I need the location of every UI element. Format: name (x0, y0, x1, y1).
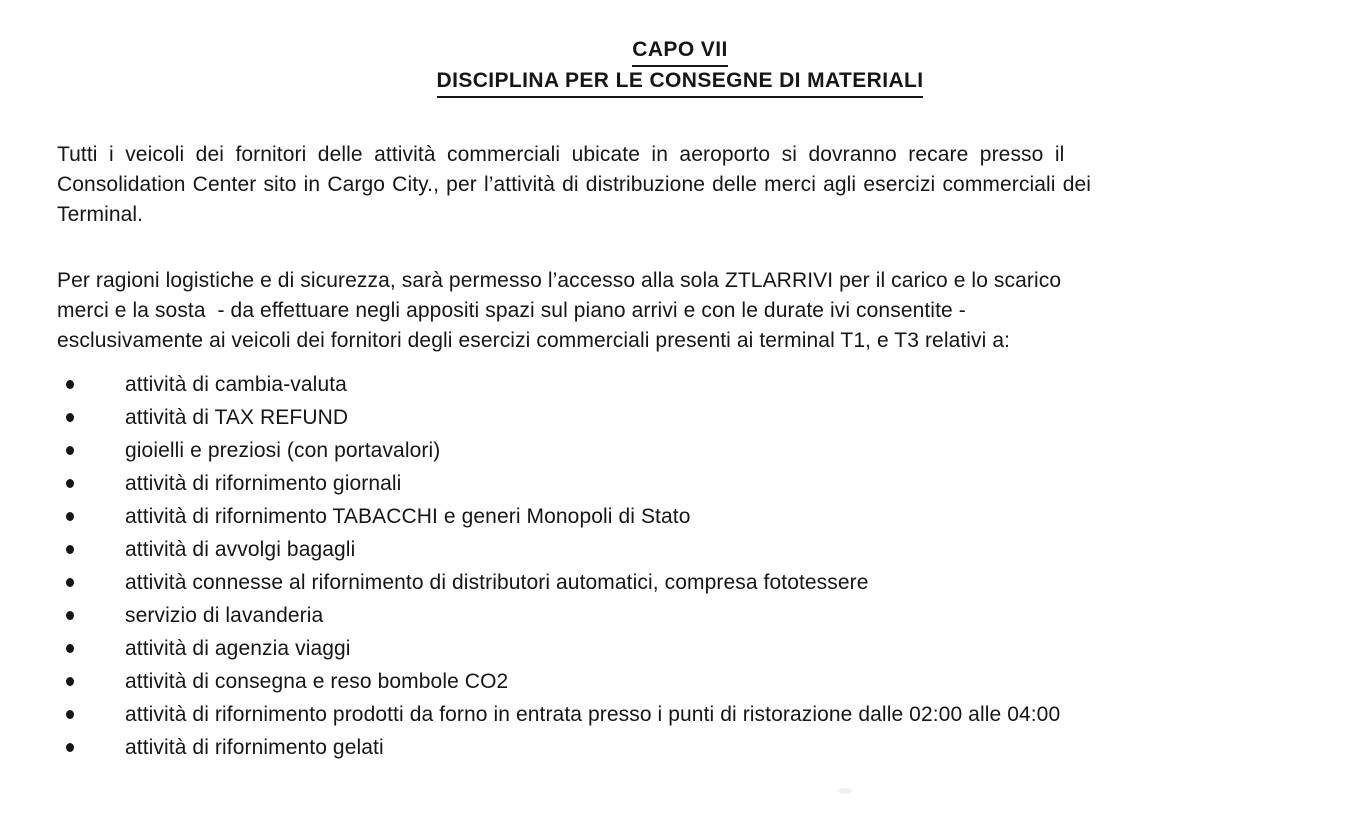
list-item-text: servizio di lavanderia (125, 604, 324, 627)
bullet-icon (66, 380, 74, 389)
section-title-line (0, 67, 1360, 98)
list-item-text: attività di rifornimento giornali (125, 472, 402, 495)
list-item-text: attività connesse al rifornimento di distributori automatici, compresa fototessere (125, 571, 869, 594)
list-item-text: attività di agenzia viaggi (125, 637, 351, 660)
list-item (57, 500, 1240, 533)
paragraph-ztl-access (57, 266, 1240, 356)
list-item-text: attività di rifornimento gelati (125, 736, 384, 759)
paragraph-line: esclusivamente ai veicoli dei fornitori degli esercizi commerciali presenti ai terminal T1, e T3 relativi a: (57, 329, 1011, 352)
list-item (57, 467, 1240, 500)
list-item (57, 698, 1240, 731)
chapter-title: CAPO VII (632, 36, 727, 67)
list-item (57, 632, 1240, 665)
paragraph-line: Terminal. (57, 203, 144, 226)
list-item-text: attività di avvolgi bagagli (125, 538, 356, 561)
list-item (57, 599, 1240, 632)
list-item (57, 533, 1240, 566)
list-item (57, 731, 1240, 764)
activities-list (57, 368, 1240, 764)
list-item (57, 401, 1240, 434)
list-item-text: gioielli e preziosi (con portavalori) (125, 439, 441, 462)
paragraph-line: Tutti i veicoli dei fornitori delle attività commerciali ubicate in aeroporto si dovranno recare presso il (57, 143, 1065, 166)
document-body (0, 140, 1240, 764)
document-header (0, 0, 1360, 98)
section-title: DISCIPLINA PER LE CONSEGNE DI MATERIALI (437, 67, 924, 98)
bullet-icon (66, 743, 74, 752)
list-item-text: attività di consegna e reso bombole CO2 (125, 670, 509, 693)
bullet-icon (66, 413, 74, 422)
scan-artifact (838, 788, 852, 794)
list-item (57, 368, 1240, 401)
bullet-icon (66, 578, 74, 587)
bullet-icon (66, 512, 74, 521)
paragraph-line: Consolidation Center sito in Cargo City., per l’attività di distribuzione delle merci agli esercizi commerciali dei (57, 173, 1092, 196)
list-item-text: attività di rifornimento TABACCHI e generi Monopoli di Stato (125, 505, 691, 528)
chapter-title-line (0, 36, 1360, 67)
bullet-icon (66, 479, 74, 488)
bullet-icon (66, 644, 74, 653)
list-item (57, 566, 1240, 599)
bullet-icon (66, 611, 74, 620)
list-item (57, 665, 1240, 698)
bullet-icon (66, 446, 74, 455)
paragraph-line: merci e la sosta - da effettuare negli appositi spazi sul piano arrivi e con le durate ivi consentite - (57, 299, 966, 322)
bullet-icon (66, 677, 74, 686)
paragraph-line: Per ragioni logistiche e di sicurezza, sarà permesso l’accesso alla sola ZTLARRIVI per il carico e lo scarico (57, 269, 1062, 292)
list-item-text: attività di cambia-valuta (125, 373, 347, 396)
bullet-icon (66, 545, 74, 554)
bullet-icon (66, 710, 74, 719)
list-item-text: attività di TAX REFUND (125, 406, 349, 429)
list-item-text: attività di rifornimento prodotti da forno in entrata presso i punti di ristorazione dalle 02:00 alle 04:00 (125, 703, 1061, 726)
list-item (57, 434, 1240, 467)
paragraph-consolidation-center (57, 140, 1240, 230)
